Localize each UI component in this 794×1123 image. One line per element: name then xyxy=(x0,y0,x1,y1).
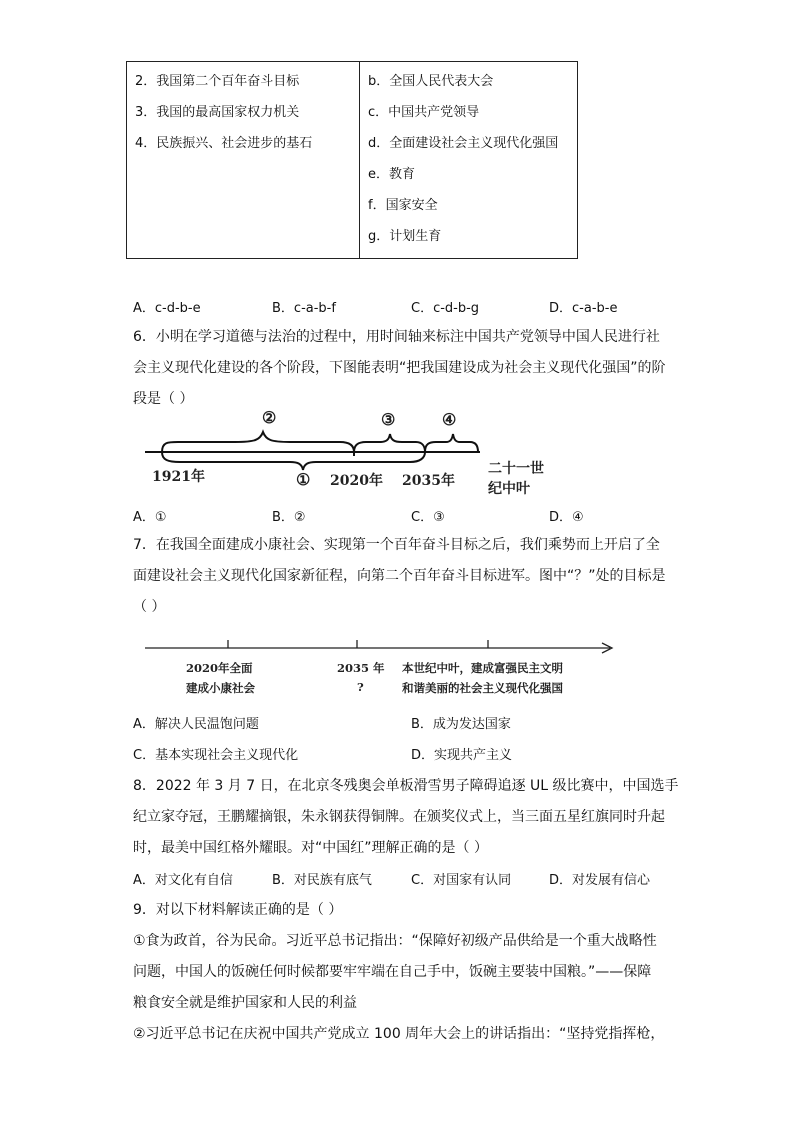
q9-text-line: 粮食安全就是维护国家和人民的利益 xyxy=(133,995,357,1011)
q9-text-line: 9．对以下材料解读正确的是（ ） xyxy=(133,902,343,918)
q6-text-line: 6．小明在学习道德与法治的过程中，用时间轴来标注中国共产党领导中国人民进行社 xyxy=(133,329,660,345)
q7-label-2035-line1: 2035 年 xyxy=(337,661,385,675)
q7-label-goal-line1: 本世纪中叶，建成富强民主文明 xyxy=(402,661,563,675)
q8-option-d[interactable]: D．对发展有信心 xyxy=(549,873,651,888)
q6-option-a[interactable]: A．① xyxy=(133,510,167,525)
q8-option-a[interactable]: A．对文化有自信 xyxy=(133,873,233,888)
q7-option-c[interactable]: C．基本实现社会主义现代化 xyxy=(133,748,299,763)
left-item: 3．我国的最高国家权力机关 xyxy=(135,105,300,120)
q7-text-line: （ ） xyxy=(133,599,166,615)
q7-label-2020-line1: 2020年全面 xyxy=(186,661,253,675)
q7-option-a[interactable]: A．解决人民温饱问题 xyxy=(133,717,259,732)
timeline-year-1921: 1921年 xyxy=(152,469,205,485)
q7-option-d[interactable]: D．实现共产主义 xyxy=(411,748,513,763)
timeline-year-2035: 2035年 xyxy=(402,473,455,489)
q9-text-line: 问题，中国人的饭碗任何时候都要牢牢端在自己手中，饭碗主要装中国粮。”——保障 xyxy=(133,964,652,980)
q7-option-b[interactable]: B．成为发达国家 xyxy=(411,717,511,732)
q7-label-2020-line2: 建成小康社会 xyxy=(186,681,255,695)
q7-text-line: 面建设社会主义现代化国家新征程，向第二个百年奋斗目标进军。图中“？”处的目标是 xyxy=(133,568,666,584)
right-item: c．中国共产党领导 xyxy=(368,105,480,120)
q8-text-line: 纪立家夺冠，王鹏耀摘银，朱永钢获得铜牌。在颁奖仪式上，当三面五星红旗同时升起 xyxy=(133,809,665,825)
q6-option-d[interactable]: D．④ xyxy=(549,510,584,525)
timeline-year-2020: 2020年 xyxy=(330,473,383,489)
q5-option-b[interactable]: B．c-a-b-f xyxy=(272,301,336,316)
right-item: g．计划生育 xyxy=(368,229,442,244)
right-item: e．教育 xyxy=(368,167,415,182)
q6-text-line: 会主义现代化建设的各个阶段，下图能表明“把我国建设成为社会主义现代化强国”的阶 xyxy=(133,360,666,376)
right-item: b．全国人民代表大会 xyxy=(368,74,494,89)
timeline-label-4: ④ xyxy=(442,410,457,429)
left-item: 2．我国第二个百年奋斗目标 xyxy=(135,74,300,89)
q8-text-line: 时，最美中国红格外耀眼。对“中国红”理解正确的是（ ） xyxy=(133,840,488,856)
q6-text-line: 段是（ ） xyxy=(133,391,194,407)
q8-text-line: 8．2022 年 3 月 7 日，在北京冬残奥会单板滑雪男子障碍追逐 UL 级比赛中，中国选手 xyxy=(133,778,679,794)
q7-text-line: 7．在我国全面建成小康社会、实现第一个百年奋斗目标之后，我们乘势而上开启了全 xyxy=(133,537,660,553)
matching-table xyxy=(126,61,578,259)
timeline-label-3: ③ xyxy=(381,410,396,429)
right-item: d．全面建设社会主义现代化强国 xyxy=(368,136,559,151)
q5-option-a[interactable]: A．c-d-b-e xyxy=(133,301,201,316)
q6-timeline-figure xyxy=(140,408,560,500)
timeline-label-1: ① xyxy=(296,470,311,489)
timeline-end-line2: 纪中叶 xyxy=(488,481,530,497)
q7-label-2035-question: ? xyxy=(357,680,364,694)
left-item: 4．民族振兴、社会进步的基石 xyxy=(135,136,313,151)
q7-timeline-figure xyxy=(140,636,620,698)
timeline-label-2: ② xyxy=(262,408,277,427)
timeline-end-line1: 二十一世 xyxy=(488,461,544,477)
q6-option-c[interactable]: C．③ xyxy=(411,510,445,525)
q7-timeline-svg xyxy=(140,636,620,656)
q9-text-line: ①食为政首，谷为民命。习近平总书记指出：“保障好初级产品供给是一个重大战略性 xyxy=(133,933,657,949)
q5-option-c[interactable]: C．c-d-b-g xyxy=(411,301,480,316)
q9-text-line: ②习近平总书记在庆祝中国共产党成立 100 周年大会上的讲话指出：“坚持党指挥枪， xyxy=(133,1026,665,1042)
q8-option-b[interactable]: B．对民族有底气 xyxy=(272,873,372,888)
right-item: f．国家安全 xyxy=(368,198,438,213)
q5-option-d[interactable]: D．c-a-b-e xyxy=(549,301,618,316)
q6-option-b[interactable]: B．② xyxy=(272,510,306,525)
matching-left-column xyxy=(127,62,360,259)
matching-right-column xyxy=(360,62,578,259)
q8-option-c[interactable]: C．对国家有认同 xyxy=(411,873,512,888)
q7-label-goal-line2: 和谐美丽的社会主义现代化强国 xyxy=(402,681,563,695)
